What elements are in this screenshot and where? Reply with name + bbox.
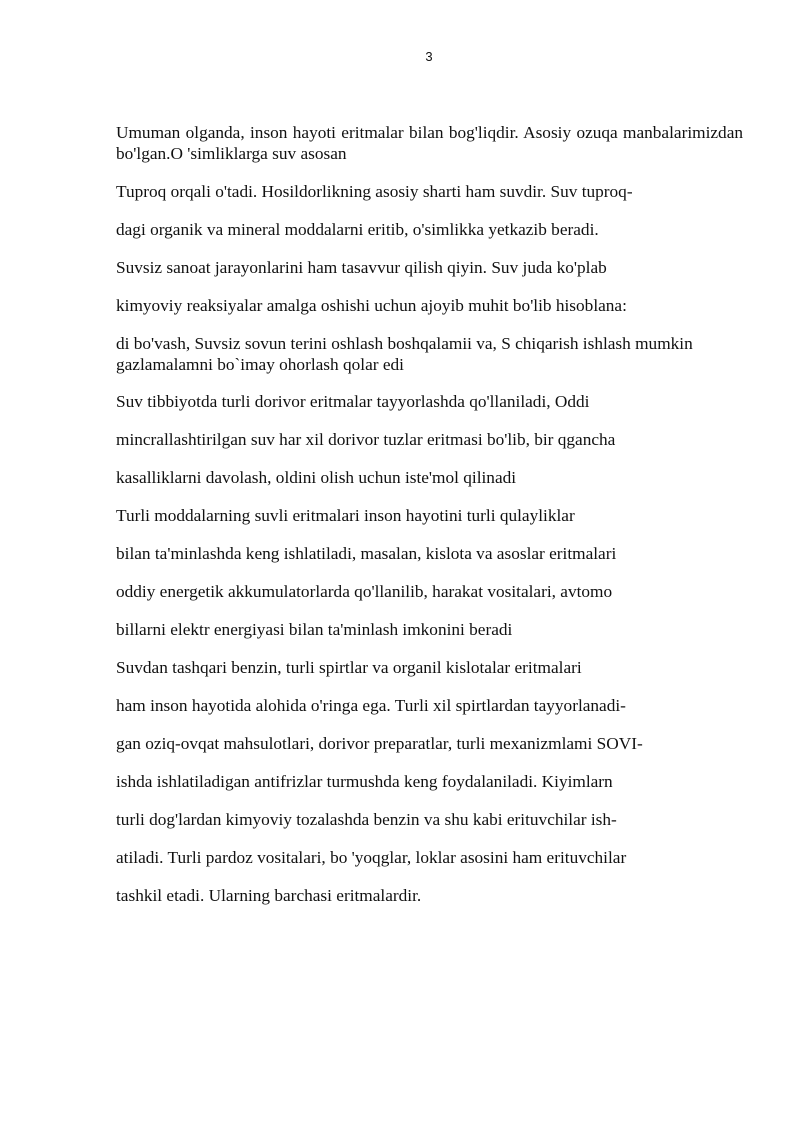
paragraph: atiladi. Turli pardoz vositalari, bo 'yoqglar, loklar asosini ham erituvchilar (116, 847, 627, 867)
paragraph: oddiy energetik akkumulatorlarda qo'llanilib, harakat vositalari, avtomo (116, 581, 613, 601)
paragraph: Suv tibbiyotda turli dorivor eritmalar tayyorlashda qo'llaniladi, Oddi (116, 391, 590, 411)
paragraph: ishda ishlatiladigan antifrizlar turmushda keng foydalaniladi. Kiyimlarn (116, 771, 613, 791)
paragraph: dagi organik va mineral moddalarni eritib, o'simlikka yetkazib beradi. (116, 220, 599, 239)
paragraph: bilan ta'minlashda keng ishlatiladi, masalan, kislota va asoslar eritmalari (116, 543, 617, 563)
paragraph: gan oziq-ovqat mahsulotlari, dorivor preparatlar, turli mexanizmlami SOVI- (116, 733, 643, 753)
page-number: 3 (425, 49, 433, 64)
paragraph: Suvdan tashqari benzin, turli spirtlar va organil kislotalar eritmalari (116, 657, 582, 677)
paragraph: kimyoviy reaksiyalar amalga oshishi uchun ajoyib muhit bo'lib hisoblana: (116, 296, 627, 315)
paragraph: ham inson hayotida alohida o'ringa ega. Turli xil spirtlardan tayyorlanadi- (116, 695, 626, 715)
paragraph: tashkil etadi. Ularning barchasi eritmalardir. (116, 885, 422, 905)
paragraph: Turli moddalarning suvli eritmalari inson hayotini turli qulayliklar (116, 505, 575, 525)
paragraph: turli dog'lardan kimyoviy tozalashda benzin va shu kabi erituvchilar ish- (116, 809, 617, 829)
paragraph: kasalliklarni davolash, oldini olish uchun iste'mol qilinadi (116, 467, 517, 487)
document-body (116, 122, 743, 923)
paragraph: mincrallashtirilgan suv har xil dorivor tuzlar eritmasi bo'lib, bir qgancha (116, 429, 616, 449)
paragraph: Umuman olganda, inson hayoti eritmalar bilan bog'liqdir. Asosiy ozuqa manbalarimizdan bo'lgan.O 'simliklarga suv asosan (116, 123, 743, 163)
paragraph: Suvsiz sanoat jarayonlarini ham tasavvur qilish qiyin. Suv juda ko'plab (116, 258, 607, 277)
paragraph: billarni elektr energiyasi bilan ta'minlash imkonini beradi (116, 619, 513, 639)
paragraph: Tuproq orqali o'tadi. Hosildorlikning asosiy sharti ham suvdir. Suv tuproq- (116, 182, 633, 201)
paragraph: di bo'vash, Suvsiz sovun terini oshlash boshqalamii va, S chiqarish ishlash mumkin gazlamalamni bo`imay ohorlash qolar edi (116, 334, 693, 374)
